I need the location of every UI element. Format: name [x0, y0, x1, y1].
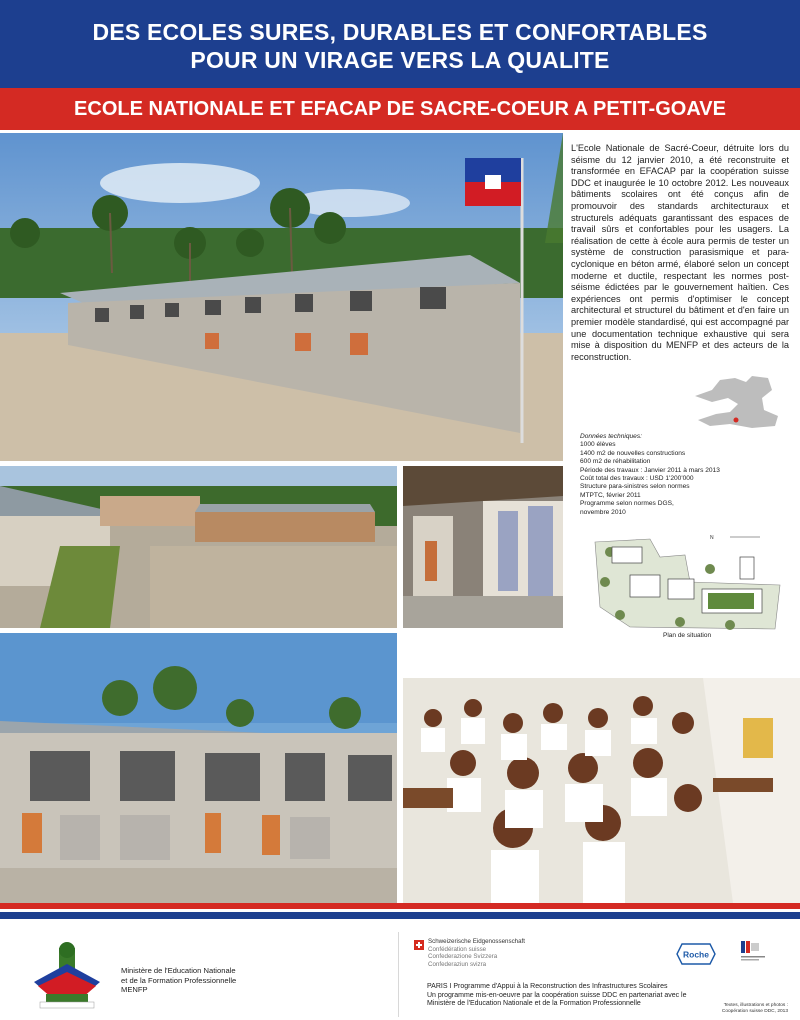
ministry-line: et de la Formation Professionnelle [121, 975, 237, 985]
paris-line: Ministère de l'Education Nationale et de la Formation Professionnelle [427, 1000, 641, 1008]
page-subtitle: ECOLE NATIONALE ET EFACAP DE SACRE-COEUR A PETIT-GOAVE [74, 98, 726, 120]
photo-classroom-children [403, 678, 800, 903]
paris-programme-text [427, 983, 687, 1009]
swiss-line: Confederaziun svizra [428, 960, 487, 968]
tech-line: 1000 élèves [580, 441, 616, 449]
credit-line: Textes, illustrations et photos : [723, 1003, 788, 1008]
roche-label: Roche [683, 949, 709, 960]
photo-main-school-building [0, 133, 563, 461]
credit-line: Coopération suisse DDC, 2013 [721, 1009, 788, 1014]
stripe-blue [0, 912, 800, 919]
photo-building-front [0, 633, 397, 903]
ministry-line: MENFP [121, 985, 148, 994]
paris-line: Un programme mis-en-oeuvre par la coopération suisse DDC en partenariat avec le [427, 991, 687, 999]
photo-corridor [403, 466, 563, 628]
tech-line: MTPTC, février 2011 [580, 491, 641, 499]
swiss-line: Confédération suisse [428, 945, 487, 953]
technical-label: Données techniques: [580, 433, 642, 440]
tech-line: Coût total des travaux : USD 1'200'000 [580, 475, 694, 483]
tech-line: 600 m2 de réhabilitation [580, 458, 651, 466]
site-plan-drawing [590, 527, 785, 632]
photo-courtyard [0, 466, 397, 628]
svg-text:N: N [710, 535, 714, 541]
swiss-cross-icon [414, 940, 424, 950]
swiss-confederation-text [428, 938, 525, 968]
roche-logo-icon [676, 942, 716, 966]
tech-line: novembre 2010 [580, 508, 626, 516]
project-description: L'Ecole Nationale de Sacré-Coeur, détruite lors du séisme du 12 janvier 2010, a été reconstruite et transformée en EFACAP par la coopération suisse DDC et inaugurée le 10 octobre 2012. Les nouveaux bâtiments scolaires ont été conçus afin de promouvoir des standards architecturaux et structurels adéquats garantissant des espaces de travail sûrs et confortables pour les usagers. La réalisation de cette à école aura permis de tester un système de construction parasismique et para-cyclonique en béton armé, élaboré selon un concept moderne et ductile, respectant les normes post-séisme édictées par le gouvernement haïtien. Ces expériences ont permis d'optimiser le concept architectural et structurel du bâtiment et d'en faire un premier modèle standardisé, qui est accompagné par une documentation technique exhaustive qui sera mise à disposition du MENFP et des acteurs de la reconstruction. [571, 143, 789, 362]
technical-data [580, 433, 790, 517]
title-line-2: POUR UN VIRAGE VERS LA QUALITE [190, 47, 610, 73]
swiss-line: Schweizerische Eidgenossenschaft [428, 938, 525, 945]
page-title [0, 18, 800, 74]
haiti-coat-of-arms-icon [26, 942, 108, 1012]
footer-divider [398, 932, 399, 1017]
ministry-line: Ministère de l'Education Nationale [121, 966, 236, 975]
photo-credits [722, 1003, 788, 1015]
haiti-map-icon [690, 368, 785, 438]
paris-line: PARIS I Programme d'Appui à la Reconstruction des Infrastructures Scolaires [427, 983, 668, 990]
ministry-name [121, 966, 236, 995]
title-line-1: DES ECOLES SURES, DURABLES ET CONFORTABLES [92, 19, 708, 45]
tech-line: Période des travaux : Janvier 2011 à mars 2013 [580, 466, 720, 474]
tech-line: Programme selon normes DGS, [580, 500, 674, 508]
tech-line: 1400 m2 de nouvelles constructions [580, 449, 686, 457]
swiss-line: Confederazione Svizzera [428, 953, 498, 961]
plan-caption: Plan de situation [663, 632, 712, 639]
partner-logo-icon [738, 940, 768, 964]
tech-line: Structure para-sinistres selon normes [580, 483, 690, 491]
